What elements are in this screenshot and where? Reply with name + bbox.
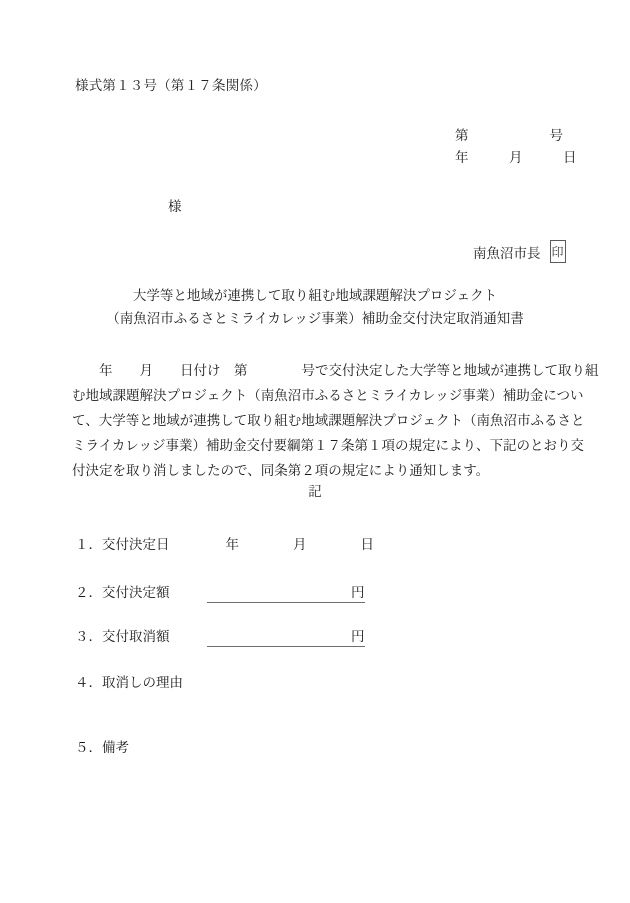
- item-1-date-value: 年 月 日: [225, 537, 374, 552]
- title-line-1: 大学等と地域が連携して取り組む地域課題解決プロジェクト: [132, 288, 498, 303]
- seal-stamp-icon: 印: [550, 240, 566, 263]
- item-grant-decision-date: [75, 533, 374, 553]
- document-number-line: 第 号: [455, 128, 563, 143]
- form-number: 様式第１３号（第１７条関係）: [75, 78, 267, 93]
- issuer-name: 南魚沼市長: [473, 245, 541, 261]
- document-meta-block: [455, 125, 577, 169]
- body-line-5: 付決定を取り消しましたので、同条第２項の規定により通知します。: [72, 463, 490, 478]
- body-line-2: む地域課題解決プロジェクト（南魚沼市ふるさとミライカレッジ事業）補助金につい: [72, 388, 584, 403]
- body-line-3: て、大学等と地域が連携して取り組む地域課題解決プロジェクト（南魚沼市ふるさと: [72, 413, 585, 428]
- item-4-label: ４．取消しの理由: [75, 675, 183, 690]
- item-remarks: [75, 736, 129, 756]
- item-3-amount-blank: 円: [207, 625, 365, 647]
- addressee-honorific: 様: [168, 199, 182, 214]
- item-2-label: ２．交付決定額: [75, 585, 170, 600]
- item-5-label: ５．備考: [75, 740, 129, 755]
- issuer-block: [473, 240, 566, 263]
- document-title: [0, 284, 630, 330]
- item-grant-decision-amount: [75, 581, 365, 603]
- item-2-amount-blank: 円: [207, 581, 365, 603]
- body-line-1: 年 月 日付け 第 号で交付決定した大学等と地域が連携して取り組: [72, 363, 599, 378]
- item-1-label: １．交付決定日: [75, 537, 170, 552]
- title-line-2: （南魚沼市ふるさとミライカレッジ事業）補助金交付決定取消通知書: [106, 311, 524, 326]
- body-line-4: ミライカレッジ事業）補助金交付要綱第１７条第１項の規定により、下記のとおり交: [72, 438, 585, 453]
- item-cancelled-amount: [75, 625, 365, 647]
- item-3-label: ３．交付取消額: [75, 629, 170, 644]
- ki-marker: 記: [308, 484, 322, 499]
- body-paragraph: [72, 358, 599, 483]
- item-cancellation-reason: [75, 671, 183, 691]
- document-date-line: 年 月 日: [455, 150, 577, 165]
